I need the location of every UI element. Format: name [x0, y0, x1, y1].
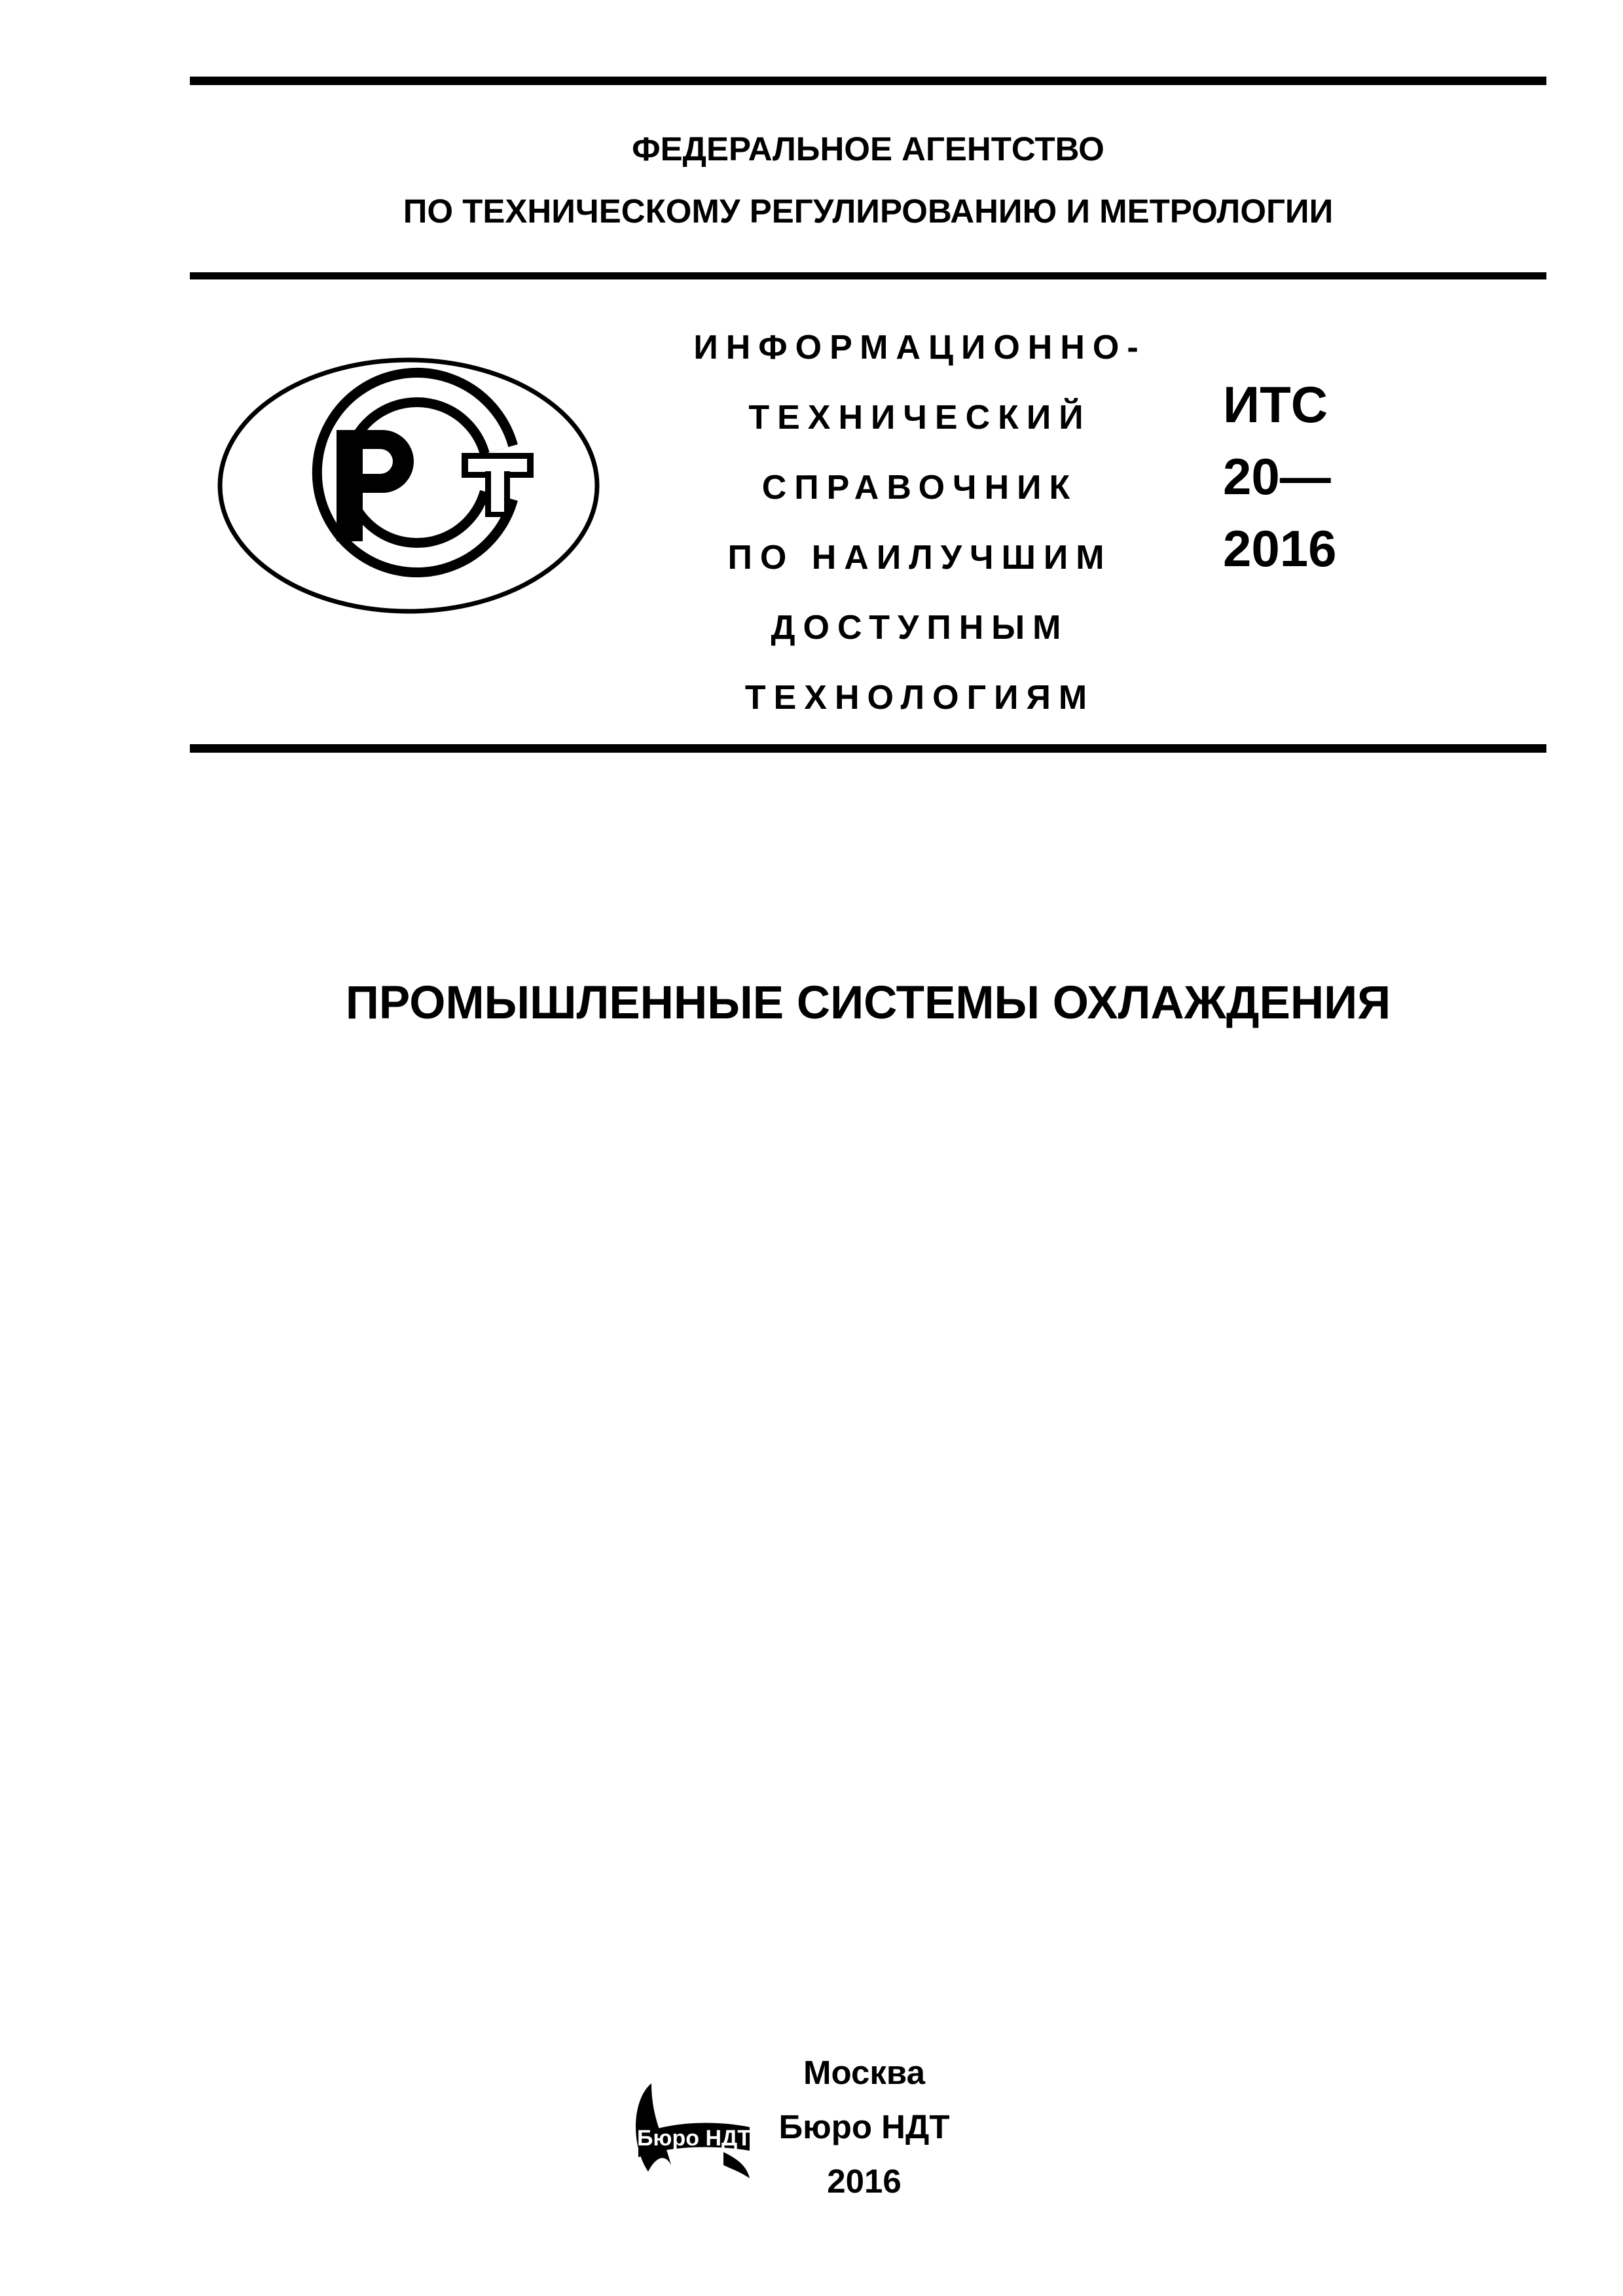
top-rule — [190, 77, 1546, 85]
document-code: ИТС — [1223, 376, 1328, 433]
rst-emblem-icon — [215, 355, 602, 617]
reference-title-line: ТЕХНОЛОГИЯМ — [744, 679, 1095, 717]
agency-line-2: ПО ТЕХНИЧЕСКОМУ РЕГУЛИРОВАНИЮ И МЕТРОЛОГИИ — [403, 192, 1334, 230]
reference-title-line: СПРАВОЧНИК — [761, 469, 1078, 507]
buro-ndt-logo-icon — [625, 2073, 756, 2181]
reference-title — [658, 313, 1182, 733]
reference-title-line: ИНФОРМАЦИОННО- — [693, 329, 1146, 367]
publisher-city: Москва — [803, 2054, 925, 2091]
agency-line-1: ФЕДЕРАЛЬНОЕ АГЕНТСТВО — [632, 130, 1104, 168]
document-identifier — [1223, 368, 1337, 584]
main-title: ПРОМЫШЛЕННЫЕ СИСТЕМЫ ОХЛАЖДЕНИЯ — [345, 977, 1391, 1029]
publisher-imprint — [759, 2045, 969, 2208]
svg-text:Бюро НДТ: Бюро НДТ — [636, 2126, 752, 2151]
reference-title-line: ДОСТУПНЫМ — [771, 609, 1069, 647]
middle-rule — [190, 272, 1546, 279]
document-year: 2016 — [1223, 520, 1337, 577]
bottom-rule — [190, 744, 1546, 753]
agency-header — [190, 118, 1546, 242]
document-number: 20— — [1223, 448, 1331, 505]
reference-title-line: ПО НАИЛУЧШИМ — [727, 539, 1112, 577]
reference-title-line: ТЕХНИЧЕСКИЙ — [748, 399, 1091, 437]
publisher-name: Бюро НДТ — [778, 2108, 950, 2145]
publisher-year: 2016 — [827, 2162, 902, 2200]
